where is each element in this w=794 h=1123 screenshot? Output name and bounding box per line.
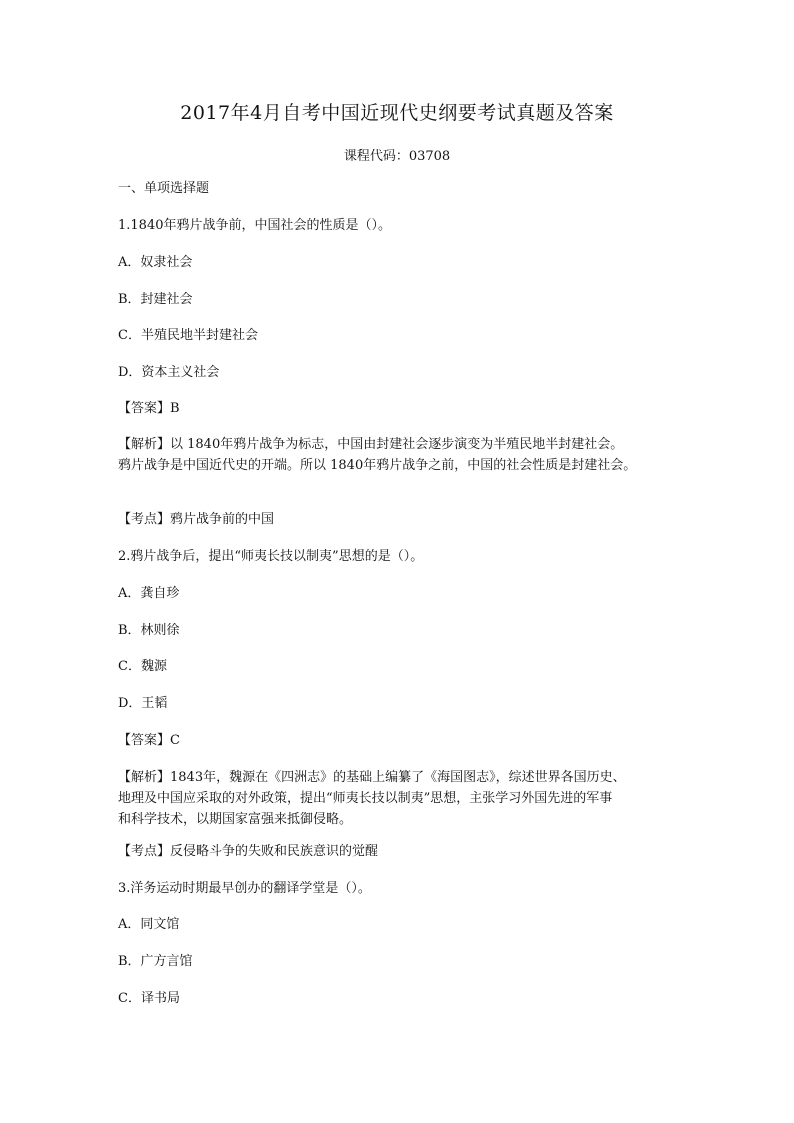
question-2-analysis-line-1: 【解析】1843年，魏源在《四洲志》的基础上编纂了《海国图志》，综述世界各国历史、 — [118, 770, 626, 785]
document-title: 2017年4月自考中国近现代史纲要考试真题及答案 — [180, 102, 614, 124]
question-3-option-b: B．广方言馆 — [118, 954, 193, 969]
course-code: 课程代码：03708 — [343, 149, 451, 164]
question-1-option-b: B．封建社会 — [118, 292, 193, 307]
question-3-option-a: A．同文馆 — [118, 917, 180, 932]
question-2-analysis — [118, 767, 688, 830]
question-1-stem: 1.1840年鸦片战争前，中国社会的性质是（）。 — [118, 218, 391, 233]
question-1-option-a: A．奴隶社会 — [118, 255, 193, 270]
question-1-analysis-line-1: 【解析】以 1840年鸦片战争为标志，中国由封建社会逐步演变为半殖民地半封建社会。 — [118, 437, 624, 452]
question-2-option-c: C．魏源 — [118, 659, 167, 674]
question-1-analysis-line-2: 鸦片战争是中国近代史的开端。所以 1840年鸦片战争之前，中国的社会性质是封建社会。 — [118, 458, 637, 473]
question-2-option-d: D．王韬 — [118, 696, 168, 711]
question-2-analysis-line-3: 和科学技术，以期国家富强来抵御侵略。 — [118, 812, 353, 827]
question-3-stem: 3.洋务运动时期最早创办的翻译学堂是（）。 — [118, 881, 371, 896]
question-1-answer: 【答案】B — [118, 401, 180, 416]
question-2-stem: 2.鸦片战争后，提出“师夷长技以制夷”思想的是（）。 — [118, 549, 424, 564]
question-3-option-c: C．译书局 — [118, 991, 180, 1006]
question-2-answer: 【答案】C — [118, 733, 180, 748]
question-2-analysis-line-2: 地理及中国应采取的对外政策，提出“师夷长技以制夷”思想，主张学习外国先进的军事 — [118, 791, 613, 806]
question-2-option-a: A．龚自珍 — [118, 586, 180, 601]
question-1-topic: 【考点】鸦片战争前的中国 — [118, 512, 275, 527]
section-heading: 一、单项选择题 — [118, 181, 210, 196]
question-2-topic: 【考点】反侵略斗争的失败和民族意识的觉醒 — [118, 844, 379, 859]
question-1-option-c: C．半殖民地半封建社会 — [118, 328, 258, 343]
question-2-option-b: B．林则徐 — [118, 623, 180, 638]
question-1-analysis — [118, 434, 688, 476]
question-1-option-d: D．资本主义社会 — [118, 365, 220, 380]
